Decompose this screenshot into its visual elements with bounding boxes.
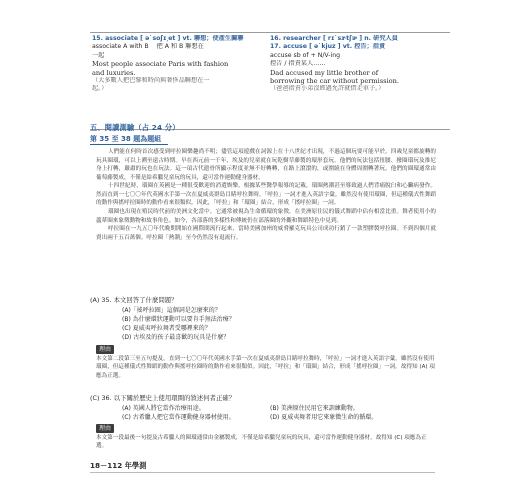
vocab-example-cont: borrowing the car without permission. bbox=[270, 77, 399, 86]
vocab-term: 17. accuse [ əˋkjuz ] vt. 控告；指責 bbox=[270, 43, 386, 51]
reason-badge: 理由 bbox=[96, 424, 114, 433]
question-35 bbox=[90, 296, 178, 305]
vocab-translation: （爸爸指責小弟沒經過允許就借走車子。） bbox=[270, 85, 385, 93]
vocab-pattern: associate A with B 把 A 和 B 聯想在 bbox=[92, 43, 204, 51]
vocab-pattern-cont: 控告 / 指責某人…… bbox=[270, 60, 326, 68]
vocab-entry-associate bbox=[92, 35, 270, 94]
reading-passage bbox=[96, 148, 436, 243]
question-stem: 本文回答了什麼問題？ bbox=[113, 297, 178, 304]
passage-paragraph: 環圈也出現在殖民時代前的美洲文化當中。它通常被視為生命循環的象徵，在美洲原住民的儀式舞蹈中佔有相當比重。舞者使用小的蘆葦圈來象徵動物和故事角色。如今，各部落的多樣性和傳統仍在部落圈的外觀和舞蹈特色中見到。 bbox=[96, 209, 436, 224]
footer-rule bbox=[90, 472, 435, 473]
explanation-36: 本文第一段最後一句提及古希臘人的圈環通常由金屬製成，不僅是給希臘兒童玩的玩具，還可當作運動健身器材，故得知 (C) 項應為正選。 bbox=[96, 435, 427, 450]
section-title: 五、閱讀測驗（占 24 分） bbox=[90, 123, 180, 132]
option-b: (B) 為什麼環狀運動可以要肯手無法治療？ bbox=[122, 316, 235, 323]
vocab-translation-cont: 起。） bbox=[92, 85, 108, 93]
option-a: (A) 英國人將它當作治療用途。 bbox=[122, 405, 205, 412]
vocab-example-cont: and luxuries. bbox=[92, 68, 136, 77]
option-d: (D) 夏威夷舞者用它來象徵生命的循環。 bbox=[270, 414, 378, 421]
option-a: (A)「搖呼拉圈」這個詞是怎麼來的？ bbox=[122, 307, 221, 314]
vocab-term: 15. associate [ əˋsoʃɪ͵et ] vt. 聯想；使產生關聯 bbox=[92, 35, 244, 42]
section-subtitle: 第 35 至 38 題為題組 bbox=[90, 135, 162, 143]
question-number: (C) 36. bbox=[90, 394, 112, 402]
vocab-pattern: accuse sb of + N/V-ing bbox=[270, 51, 341, 59]
vocab-pattern-cont: 一起 bbox=[92, 51, 105, 59]
passage-paragraph: 十四世紀時，環圈在英國是一種很受歡迎的消遣娛樂，根據某些醫學報導的記載，環圈熱潮甚至導致過人們背痛脫臼和心臟病發作。然而直到一七〇〇年代英國水手第一次在夏威夷群島目睹呼拉舞時，「呼拉」一詞才進入英語字彙。雖然沒有使用環圈，但這種儀式性舞蹈的動作與搖呼拉圈時的動作看來很類似。因此，「呼拉」和「環圈」結合，形成「搖呼拉圈」一詞。 bbox=[96, 183, 436, 207]
vocab-term: 16. researcher [ rɪˋsɝtʃɚ ] n. 研究人員 bbox=[270, 35, 398, 42]
option-b: (B) 美洲原住民用它來訓練動物。 bbox=[270, 405, 359, 412]
vocab-example: Dad accused my little brother of bbox=[270, 68, 379, 77]
vocab-example: Most people associate Paris with fashion bbox=[92, 60, 229, 69]
vocab-entry-researcher-accuse bbox=[270, 35, 448, 94]
explanation-35: 本文第二段第三至五句提及，直到一七〇〇年代英國水手第一次在夏威夷群島目睹呼拉舞時，「呼拉」一詞才進入英語字彙。雖然沒有使用環圈，但這種儀式性舞蹈的動作與搖呼拉圈時的動作看來很類似。因此，「呼拉」和「環圈」結合，形成「搖呼拉圈」一詞。故得知 (A) 項應為正選。 bbox=[96, 356, 435, 379]
option-d: (D) 古埃及的孩子最喜歡的玩具是什麼？ bbox=[122, 334, 230, 341]
option-c: (C) 夏威夷呼拉舞者受哪裡來的？ bbox=[122, 325, 211, 332]
question-number: (A) 35. bbox=[90, 296, 112, 304]
passage-paragraph: 人們能在何時首次感受到呼拉圈樂趣尚不明；儘管這項遊戲在詞源上在十八世紀才出現，不過這個玩要可能早於，四歲兒童都旋轉的玩具圈環，可以上溯至遠古時期。早在西元前一千年，埃及的兒童就在玩乾樹草藤製的環形套玩。他們的玩法包括扭腰、撥圈環玩及推尼身上打轉，嚴肅的玩也在玩法。這一項古代遺骨所顯示程度並無不好轉轉，在路上滾滾的，或圍繞在身體周圍轉著玩。他們的圈環通常由葡萄藤製成，不僅是給希臘兒童玩的玩具，還可當作運動健身器材。 bbox=[96, 149, 436, 181]
reason-badge: 理由 bbox=[96, 345, 114, 354]
subtitle-underline bbox=[90, 144, 168, 145]
question-stem: 以下關於歷史上使用環圈的敘述何者正確？ bbox=[113, 395, 236, 402]
vocabulary-box bbox=[90, 32, 450, 130]
question-36 bbox=[90, 394, 235, 403]
vocab-translation: （大多數人把巴黎和時尚與奢侈品聯想在一 bbox=[92, 77, 210, 85]
page-footer: 18－112 年學測 bbox=[90, 461, 147, 470]
passage-paragraph: 呼拉圈在一九五〇年代晚期開始在國際間流行起來，當時美國加州的威脅羅克玩具公司成功行銷了一款塑膠製呼拉圈。不到四個月就賣出兩千五百萬個。呼拉圈「熱潮」至今仍然沒有退流行。 bbox=[96, 226, 436, 241]
option-c: (C) 古希臘人把它當作運動健身器材使用。 bbox=[122, 414, 235, 421]
